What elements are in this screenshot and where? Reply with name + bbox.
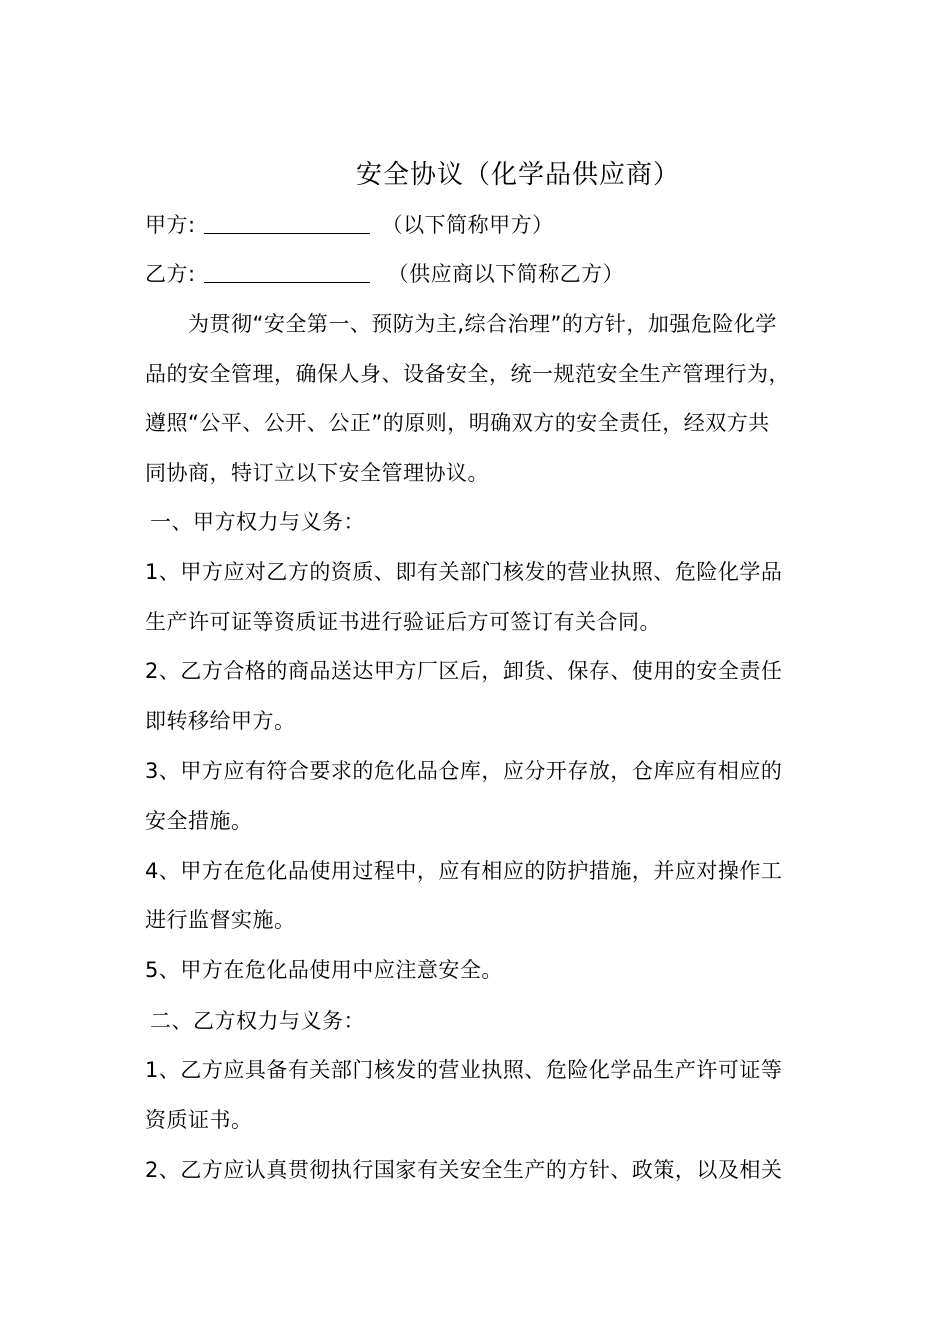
preamble-line: 遵照“公平、公开、公正”的原则，明确双方的安全责任，经双方共 [145, 411, 770, 435]
section-1-line: 即转移给甲方。 [145, 709, 296, 733]
section-2-line: 资质证书。 [145, 1108, 253, 1132]
document-title: 安全协议（化学品供应商） [355, 160, 680, 190]
party-b-note: （供应商以下简称乙方） [387, 262, 625, 286]
section-2-line: 1、乙方应具备有关部门核发的营业执照、危险化学品生产许可证等 [145, 1058, 783, 1082]
section-1-line: 1、甲方应对乙方的资质、即有关部门核发的营业执照、危险化学品 [145, 560, 783, 584]
section-1-line: 进行监督实施。 [145, 908, 296, 932]
section-2-heading: 二、乙方权力与义务： [150, 1009, 365, 1033]
party-a-note: （以下简称甲方） [381, 213, 554, 237]
party-b-line [145, 259, 624, 289]
preamble-line: 同协商，特订立以下安全管理协议。 [145, 461, 489, 485]
party-b-blank [204, 260, 370, 283]
section-1-line: 2、乙方合格的商品送达甲方厂区后，卸货、保存、使用的安全责任 [145, 659, 783, 683]
section-2-line: 2、乙方应认真贯彻执行国家有关安全生产的方针、政策，以及相关 [145, 1158, 783, 1182]
section-1-heading: 一、甲方权力与义务： [150, 510, 365, 534]
party-a-line [145, 210, 554, 240]
section-1-line: 安全措施。 [145, 809, 253, 833]
section-1-line: 4、甲方在危化品使用过程中，应有相应的防护措施，并应对操作工 [145, 859, 783, 883]
preamble-line: 品的安全管理，确保人身、设备安全，统一规范安全生产管理行为， [145, 362, 790, 386]
party-b-label: 乙方: [145, 262, 196, 286]
section-1-line: 生产许可证等资质证书进行验证后方可签订有关合同。 [145, 610, 661, 634]
party-a-blank [204, 211, 370, 234]
preamble-line: 为贯彻“安全第一、预防为主,综合治理”的方针，加强危险化学 [188, 312, 777, 336]
party-a-label: 甲方: [145, 213, 196, 237]
section-1-line: 3、甲方应有符合要求的危化品仓库，应分开存放，仓库应有相应的 [145, 759, 783, 783]
section-1-line: 5、甲方在危化品使用中应注意安全。 [145, 958, 503, 982]
